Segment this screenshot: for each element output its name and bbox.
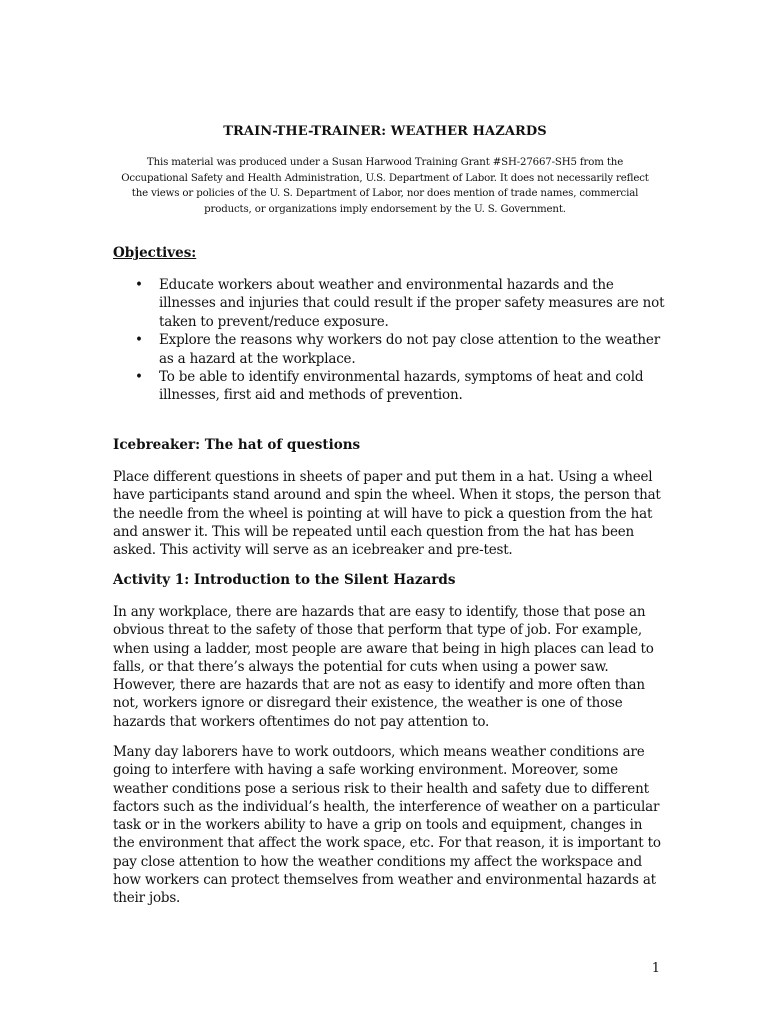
list-item [113, 368, 673, 405]
list-item [113, 276, 673, 331]
activity1-heading: Activity 1: Introduction to the Silent Hazards [113, 572, 456, 588]
bullet-icon: • [135, 332, 143, 349]
bullet-icon: • [135, 369, 143, 386]
icebreaker-heading: Icebreaker: The hat of questions [113, 437, 361, 453]
icebreaker-paragraph: Place different questions in sheets of paper and put them in a hat. Using a wheel have participants stand around and spin the wheel. When it stops, the person that the needle from the wheel is pointing at will have to pick a question from the hat and answer it. This will be repeated until each question from the hat has been asked. This activity will serve as an icebreaker and pre-test. [113, 469, 661, 559]
objectives-list [113, 276, 673, 405]
bullet-icon: • [135, 277, 143, 293]
page-number: 1 [651, 961, 660, 976]
document-title: TRAIN-THE-TRAINER: WEATHER HAZARDS [223, 124, 547, 139]
objective-text: Explore the reasons why workers do not pay close attention to the weather as a hazard at the workplace. [159, 332, 660, 367]
grant-disclaimer: This material was produced under a Susan Harwood Training Grant #SH-27667-SH5 from the Occupational Safety and Health Administration, U.S. Department of Labor. It does not necessarily reflect the views or policies of the U. S. Department of Labor, nor does mention of trade names, commercial products, or organizations imply endorsement by the U. S. Government. [121, 157, 649, 215]
list-item [113, 331, 673, 368]
objective-text: To be able to identify environmental hazards, symptoms of heat and cold illnesses, first aid and methods of prevention. [159, 369, 644, 404]
activity1-paragraph-2: Many day laborers have to work outdoors, which means weather conditions are going to interfere with having a safe working environment. Moreover, some weather conditions pose a serious risk to their health and safety due to different factors such as the individual’s health, the interference of weather on a particular task or in the workers ability to have a grip on tools and equipment, changes in the environment that affect the work space, etc. For that reason, it is important to pay close attention to how the weather conditions my affect the workspace and how workers can protect themselves from weather and environmental hazards at their jobs. [113, 744, 661, 907]
activity1-paragraph-1: In any workplace, there are hazards that are easy to identify, those that pose an obvious threat to the safety of those that perform that type of job. For example, when using a ladder, most people are aware that being in high places can lead to falls, or that there’s always the potential for cuts when using a power saw. However, there are hazards that are not as easy to identify and more often than not, workers ignore or disregard their existence, the weather is one of those hazards that workers oftentimes do not pay attention to. [113, 604, 654, 730]
objective-text: Educate workers about weather and environmental hazards and the illnesses and injuries that could result if the proper safety measures are not taken to prevent/reduce exposure. [159, 277, 665, 330]
objectives-heading: Objectives: [113, 245, 197, 261]
